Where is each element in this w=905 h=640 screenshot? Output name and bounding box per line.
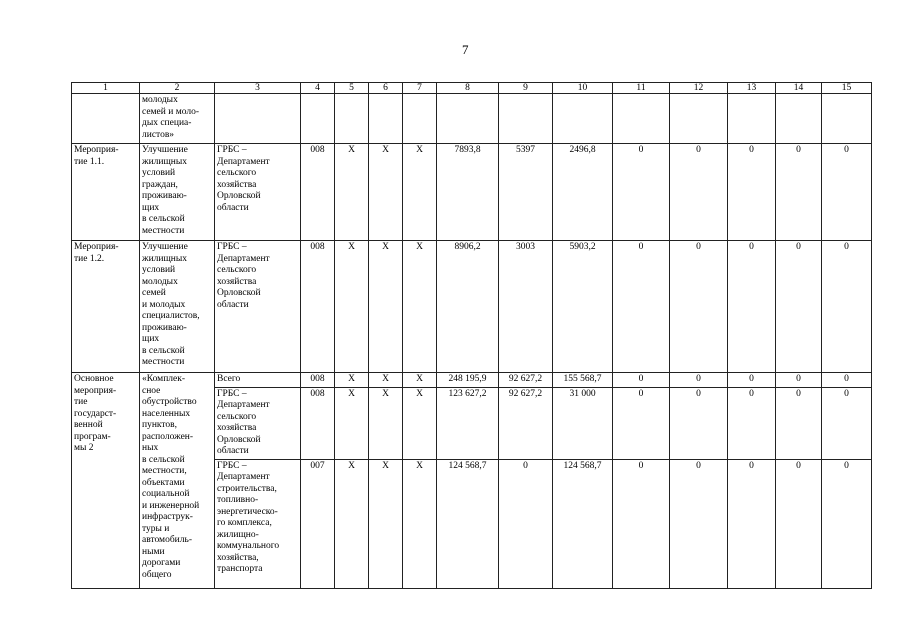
value-cell bbox=[403, 94, 437, 144]
grbs-code-cell bbox=[301, 94, 335, 144]
value-cell: 0 bbox=[613, 373, 670, 388]
value-cell: Х bbox=[335, 241, 369, 373]
amount-cell: 248 195,9 bbox=[437, 373, 499, 388]
value-cell: 0 bbox=[776, 387, 822, 459]
value-cell: 0 bbox=[822, 373, 872, 388]
value-cell: 0 bbox=[728, 241, 776, 373]
value-cell bbox=[369, 94, 403, 144]
header-cell: 9 bbox=[499, 83, 553, 94]
value-cell: 0 bbox=[776, 459, 822, 588]
value-cell: 0 bbox=[822, 387, 872, 459]
value-cell: 0 bbox=[822, 241, 872, 373]
header-cell: 5 bbox=[335, 83, 369, 94]
grbs-code-cell: 007 bbox=[301, 459, 335, 588]
value-cell: Х bbox=[403, 459, 437, 588]
header-cell: 3 bbox=[215, 83, 301, 94]
grbs-code-cell: 008 bbox=[301, 144, 335, 241]
value-cell: Х bbox=[335, 387, 369, 459]
value-cell: Х bbox=[369, 459, 403, 588]
value-cell: 0 bbox=[670, 144, 728, 241]
amount-cell: 8906,2 bbox=[437, 241, 499, 373]
value-cell: 0 bbox=[776, 144, 822, 241]
table-row bbox=[72, 144, 872, 241]
amount-cell: 92 627,2 bbox=[499, 373, 553, 388]
value-cell: 0 bbox=[776, 241, 822, 373]
header-cell: 4 bbox=[301, 83, 335, 94]
header-cell: 8 bbox=[437, 83, 499, 94]
value-cell bbox=[776, 94, 822, 144]
amount-cell: 124 568,7 bbox=[437, 459, 499, 588]
event-code-cell: Основное мероприя- тие государст- венной програм- мы 2 bbox=[72, 373, 140, 589]
value-cell bbox=[822, 94, 872, 144]
executor-cell: Всего bbox=[215, 373, 301, 388]
amount-cell: 0 bbox=[499, 459, 553, 588]
grbs-code-cell: 008 bbox=[301, 241, 335, 373]
page-number: 7 bbox=[462, 42, 469, 57]
value-cell: Х bbox=[335, 144, 369, 241]
header-cell: 15 bbox=[822, 83, 872, 94]
grbs-code-cell: 008 bbox=[301, 373, 335, 388]
value-cell: Х bbox=[403, 144, 437, 241]
executor-cell: ГРБС – Департамент сельского хозяйства Орловской области bbox=[215, 144, 301, 241]
value-cell: 0 bbox=[776, 373, 822, 388]
value-cell bbox=[613, 94, 670, 144]
value-cell bbox=[335, 94, 369, 144]
event-name-cell: Улучшение жилищных условий граждан, проживаю- щих в сельской местности bbox=[140, 144, 215, 241]
value-cell: 0 bbox=[728, 387, 776, 459]
table-row bbox=[72, 241, 872, 373]
executor-cell: ГРБС – Департамент сельского хозяйства Орловской области bbox=[215, 387, 301, 459]
value-cell: 0 bbox=[822, 144, 872, 241]
header-row bbox=[72, 83, 872, 94]
event-name-cell: «Комплек- сное обустройство населенных пунктов, расположен- ных в сельской местности, объектами социальной и инженерной инфраструк- туры и автомобиль- ными дорогами общего bbox=[140, 373, 215, 589]
amount-cell: 7893,8 bbox=[437, 144, 499, 241]
value-cell: Х bbox=[369, 387, 403, 459]
value-cell: Х bbox=[403, 241, 437, 373]
table-row bbox=[72, 373, 872, 388]
value-cell: 0 bbox=[613, 459, 670, 588]
value-cell: Х bbox=[369, 144, 403, 241]
amount-cell bbox=[437, 94, 499, 144]
amount-cell bbox=[553, 94, 613, 144]
header-cell: 2 bbox=[140, 83, 215, 94]
value-cell: 0 bbox=[613, 144, 670, 241]
value-cell: Х bbox=[403, 387, 437, 459]
amount-cell: 155 568,7 bbox=[553, 373, 613, 388]
event-name-cell: Улучшение жилищных условий молодых семей и молодых специалистов, проживаю- щих в сельской местности bbox=[140, 241, 215, 373]
value-cell bbox=[728, 94, 776, 144]
value-cell: Х bbox=[335, 373, 369, 388]
value-cell bbox=[670, 94, 728, 144]
amount-cell: 2496,8 bbox=[553, 144, 613, 241]
event-code-cell: Мероприя- тие 1.1. bbox=[72, 144, 140, 241]
value-cell: 0 bbox=[728, 373, 776, 388]
value-cell: 0 bbox=[670, 459, 728, 588]
budget-table bbox=[71, 82, 872, 589]
table-row bbox=[72, 94, 872, 144]
header-cell: 10 bbox=[553, 83, 613, 94]
grbs-code-cell: 008 bbox=[301, 387, 335, 459]
amount-cell: 92 627,2 bbox=[499, 387, 553, 459]
header-cell: 13 bbox=[728, 83, 776, 94]
value-cell: Х bbox=[335, 459, 369, 588]
executor-cell bbox=[215, 94, 301, 144]
executor-cell: ГРБС – Департамент сельского хозяйства Орловской области bbox=[215, 241, 301, 373]
header-cell: 7 bbox=[403, 83, 437, 94]
value-cell: Х bbox=[369, 241, 403, 373]
amount-cell bbox=[499, 94, 553, 144]
header-cell: 1 bbox=[72, 83, 140, 94]
header-cell: 6 bbox=[369, 83, 403, 94]
header-cell: 11 bbox=[613, 83, 670, 94]
event-name-cell: молодых семей и моло- дых специа- листов» bbox=[140, 94, 215, 144]
amount-cell: 3003 bbox=[499, 241, 553, 373]
amount-cell: 5397 bbox=[499, 144, 553, 241]
value-cell: 0 bbox=[613, 241, 670, 373]
value-cell: Х bbox=[369, 373, 403, 388]
header-cell: 12 bbox=[670, 83, 728, 94]
header-cell: 14 bbox=[776, 83, 822, 94]
event-code-cell: Мероприя- тие 1.2. bbox=[72, 241, 140, 373]
value-cell: Х bbox=[403, 373, 437, 388]
amount-cell: 5903,2 bbox=[553, 241, 613, 373]
value-cell: 0 bbox=[728, 459, 776, 588]
value-cell: 0 bbox=[613, 387, 670, 459]
executor-cell: ГРБС – Департамент строительства, топливно- энергетическо- го комплекса, жилищно- коммунального хозяйства, транспорта bbox=[215, 459, 301, 588]
value-cell: 0 bbox=[670, 387, 728, 459]
value-cell: 0 bbox=[670, 241, 728, 373]
event-code-cell bbox=[72, 94, 140, 144]
amount-cell: 31 000 bbox=[553, 387, 613, 459]
amount-cell: 123 627,2 bbox=[437, 387, 499, 459]
amount-cell: 124 568,7 bbox=[553, 459, 613, 588]
value-cell: 0 bbox=[728, 144, 776, 241]
value-cell: 0 bbox=[670, 373, 728, 388]
value-cell: 0 bbox=[822, 459, 872, 588]
